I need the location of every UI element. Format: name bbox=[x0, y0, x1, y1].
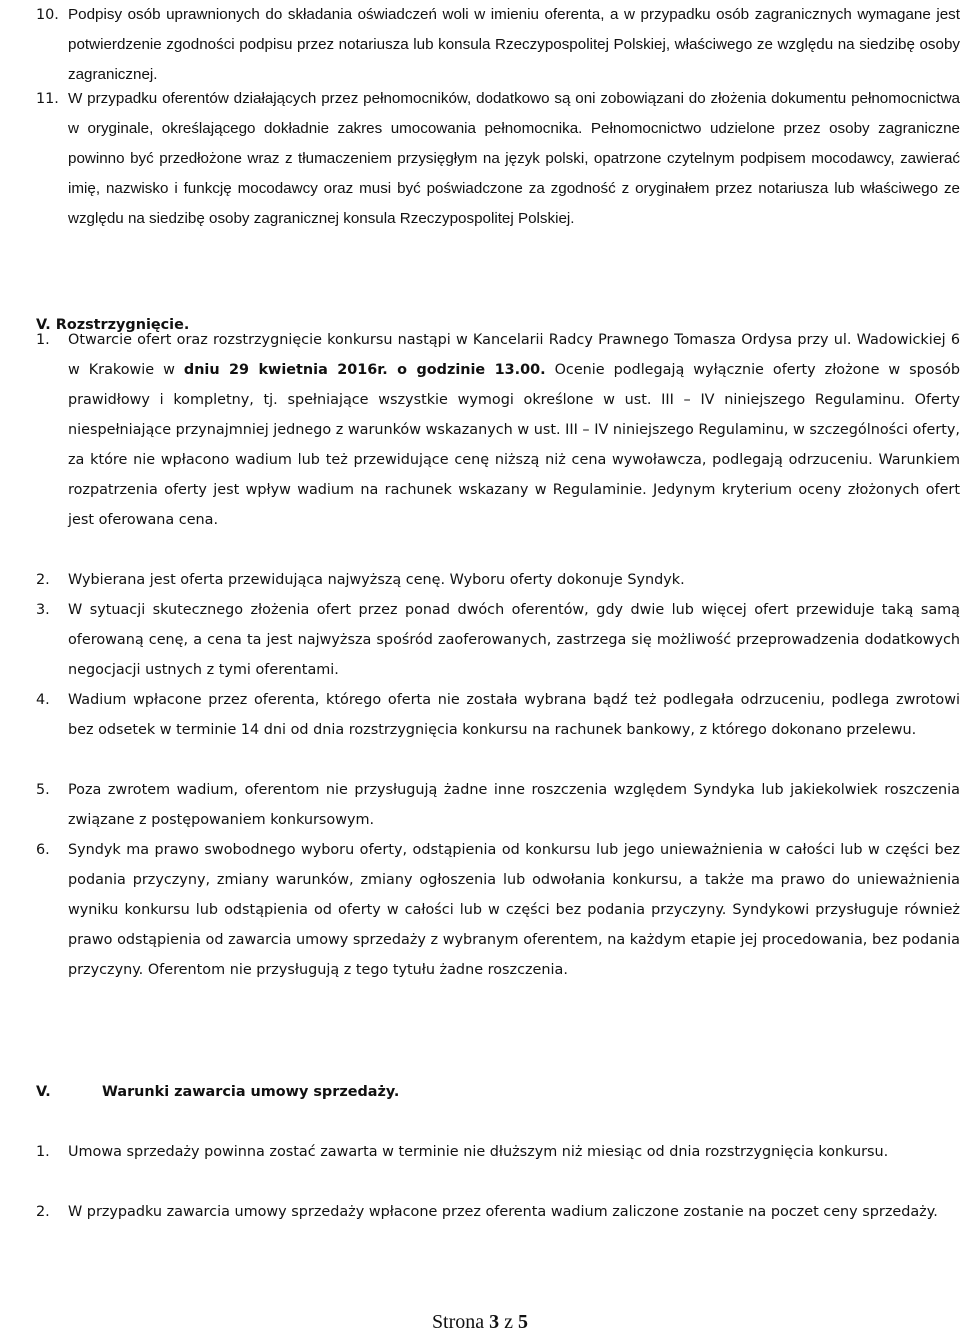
list-item bbox=[36, 325, 960, 535]
item-number: 11. bbox=[36, 91, 59, 107]
footer-prefix: Strona bbox=[431, 1311, 485, 1333]
section-heading: V. Rozstrzygnięcie. bbox=[36, 317, 190, 333]
item-number: 2. bbox=[36, 1204, 50, 1220]
item-number: 6. bbox=[36, 842, 50, 858]
item-number: 1. bbox=[36, 1144, 50, 1160]
item-text: Otwarcie ofert oraz rozstrzygnięcie konkursu nastąpi w Kancelarii Radcy Prawnego Tomasza Ordysa przy ul. Wadowickiej 6 w Krakowie w dniu 29 kwietnia 2016r. o godzinie 13.00. Ocenie podlegają wyłącznie oferty złożone w sposób prawidłowy i kompletny, tj. spełniające wszystkie wymogi określone w ust. III – IV niniejszego Regulaminu. Oferty niespełniające przynajmniej jednego z warunków wskazanych w ust. III – IV niniejszego Regulaminu, w szczególności oferty, za które nie wpłacono wadium lub też przewidujące cenę niższą niż cena wywoławcza, podlegają odrzuceniu. Warunkiem rozpatrzenia oferty jest wpływ wadium na rachunek wskazany w Regulaminie. Jedynym kryterium oceny złożonych ofert jest oferowana cena. bbox=[68, 332, 960, 528]
list-item bbox=[36, 1137, 960, 1167]
section-heading bbox=[36, 1077, 399, 1107]
item-text: W sytuacji skutecznego złożenia ofert przez ponad dwóch oferentów, gdy dwie lub więcej ofert przewiduje taką samą oferowaną cenę, a cena ta jest najwyższa spośród zaoferowanych, zastrzega się możliwość przeprowadzenia dodatkowych negocjacji ustnych z tymi oferentami. bbox=[68, 602, 960, 678]
item-text: Syndyk ma prawo swobodnego wyboru oferty, odstąpienia od konkursu lub jego unieważnienia w całości lub w części bez podania przyczyny, zmiany warunków, zmiany ogłoszenia lub odwołania konkursu, a także ma prawo do unieważnienia wyniku konkursu lub odstąpienia od oferty w całości lub w części bez podania przyczyny. Syndykowi przysługuje również prawo odstąpienia od zawarcia umowy sprzedaży z wybranym oferentem, na każdym etapie jej procedowania, bez podania przyczyny. Oferentom nie przysługują z tego tytułu żadne roszczenia. bbox=[68, 842, 960, 978]
list-item bbox=[36, 775, 960, 835]
item-text: W przypadku oferentów działających przez pełnomocników, dodatkowo są oni zobowiązani do złożenia dokumentu pełnomocnictwa w oryginale, określającego dokładnie zakres umocowania pełnomocnika. Pełnomocnictwo udzielone przez osoby zagraniczne powinno być przedłożone wraz z tłumaczeniem przysięgłym na język polski, opatrzone czytelnym podpisem mocodawcy, zawierać imię, nazwisko i funkcję mocodawcy oraz musi być poświadczone za zgodność z oryginałem przez notariusza lub właściwego ze względu na siedzibę osoby zagranicznej konsula Rzeczypospolitej Polskiej. bbox=[68, 90, 960, 227]
item-text: Wadium wpłacone przez oferenta, którego oferta nie została wybrana bądź też podlegała odrzuceniu, podlega zwrotowi bez odsetek w terminie 14 dni od dnia rozstrzygnięcia konkursu na rachunek bankowy, z którego dokonano przelewu. bbox=[68, 692, 960, 738]
page-total: 5 bbox=[518, 1311, 529, 1333]
item-text: Umowa sprzedaży powinna zostać zawarta w terminie nie dłuższym niż miesiąc od dnia rozstrzygnięcia konkursu. bbox=[68, 1144, 889, 1160]
item-text: Wybierana jest oferta przewidująca najwyższą cenę. Wyboru oferty dokonuje Syndyk. bbox=[68, 572, 685, 588]
item-text: W przypadku zawarcia umowy sprzedaży wpłacone przez oferenta wadium zaliczone zostanie na poczet ceny sprzedaży. bbox=[68, 1204, 938, 1220]
item-number: 1. bbox=[36, 332, 50, 348]
list-item bbox=[36, 685, 960, 745]
item-number: 4. bbox=[36, 692, 50, 708]
list-item bbox=[36, 835, 960, 985]
list-item bbox=[36, 595, 960, 685]
item-text: Poza zwrotem wadium, oferentom nie przysługują żadne inne roszczenia względem Syndyka lub jakiekolwiek roszczenia związane z postępowaniem konkursowym. bbox=[68, 782, 960, 828]
list-item bbox=[36, 565, 960, 595]
section-roman: V. bbox=[36, 1084, 51, 1100]
item-number: 10. bbox=[36, 7, 59, 23]
item-number: 3. bbox=[36, 602, 50, 618]
page-number: 3 bbox=[489, 1311, 500, 1333]
item-number: 2. bbox=[36, 572, 50, 588]
item-number: 5. bbox=[36, 782, 50, 798]
section-title: Warunki zawarcia umowy sprzedaży. bbox=[102, 1084, 400, 1100]
date-emphasis: dniu 29 kwietnia 2016r. o godzinie 13.00. bbox=[183, 362, 546, 378]
footer-sep: z bbox=[504, 1311, 514, 1333]
list-item bbox=[36, 0, 960, 90]
list-item bbox=[36, 84, 960, 234]
list-item bbox=[36, 1197, 960, 1227]
item-text: Podpisy osób uprawnionych do składania oświadczeń woli w imieniu oferenta, a w przypadku osób zagranicznych wymagane jest potwierdzenie zgodności podpisu przez notariusza lub konsula Rzeczypospolitej Polskiej, właściwego ze względu na siedzibę osoby zagranicznej. bbox=[68, 6, 960, 83]
